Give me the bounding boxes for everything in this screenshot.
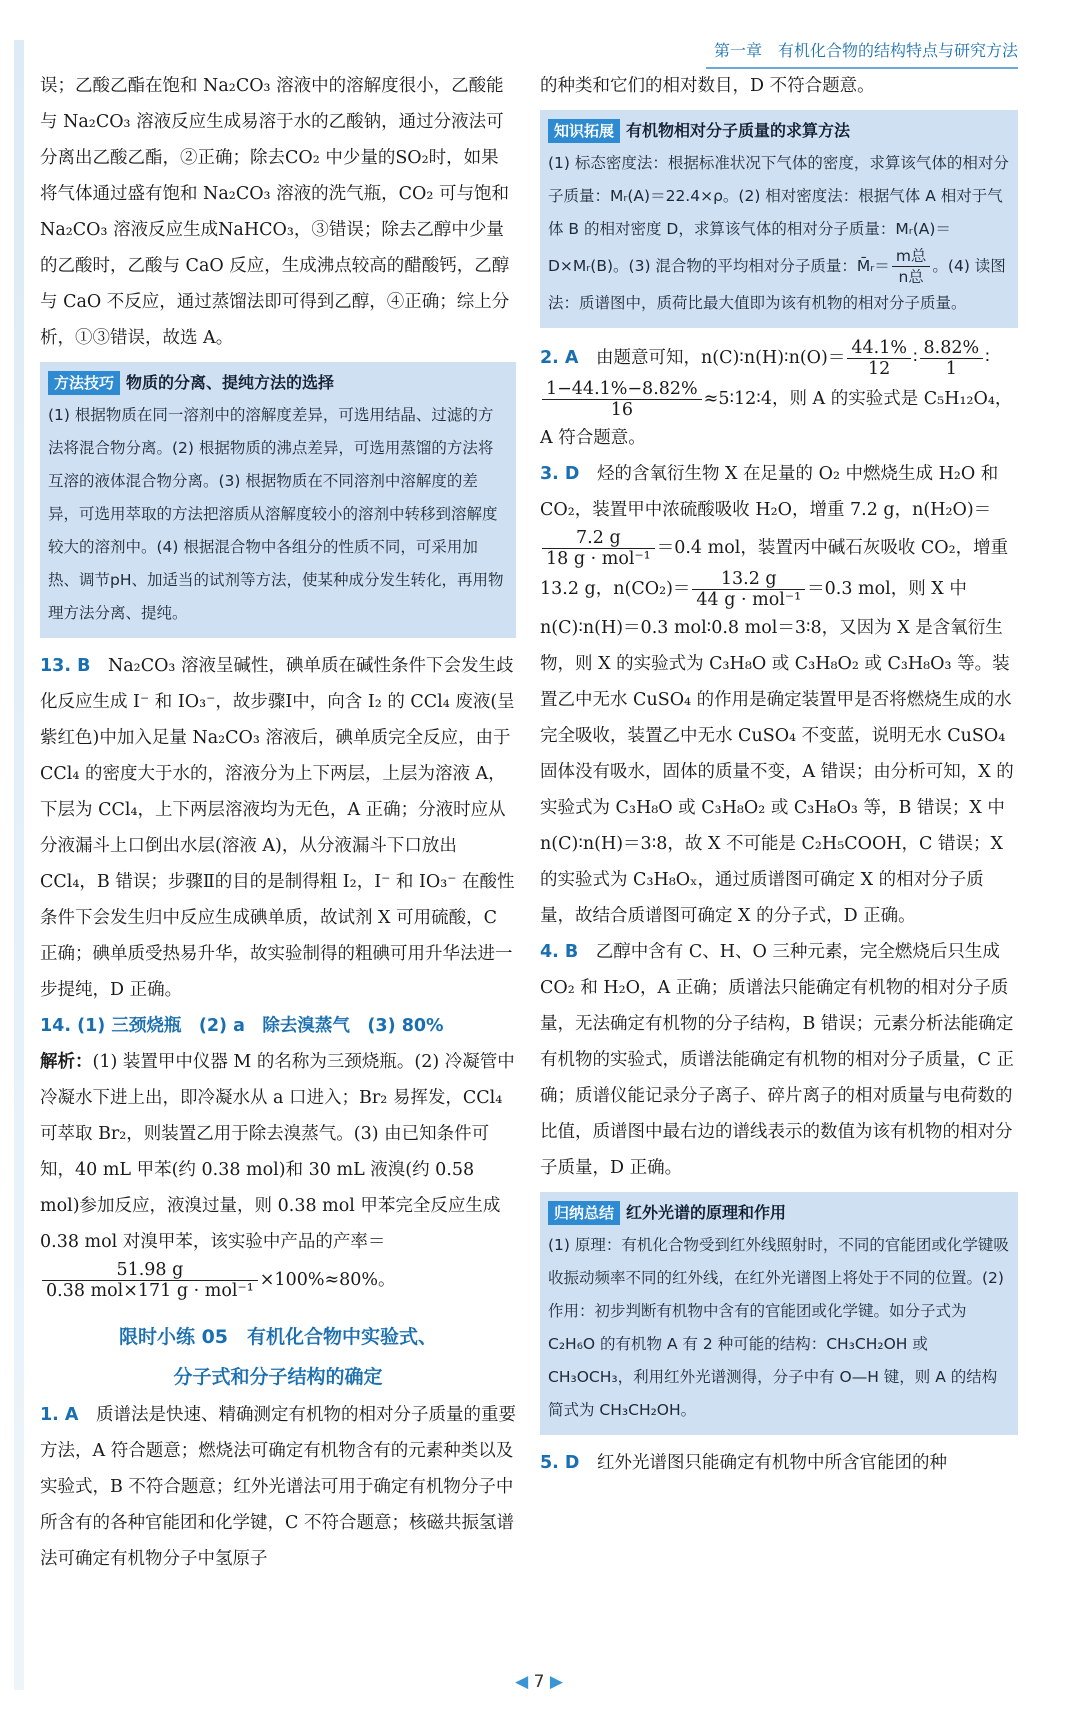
continuation-text: 的种类和它们的相对数目，D 不符合题意。: [540, 76, 875, 96]
analysis-14: [40, 1044, 516, 1301]
fraction-tail: ×100%≈80%。: [259, 1270, 396, 1290]
answer-label: 4. B: [540, 942, 579, 962]
answer-label: 5. D: [540, 1453, 580, 1473]
answer-4: [540, 934, 1018, 1186]
answer-3: [540, 456, 1018, 934]
fraction-numerator: 7.2 g: [542, 528, 655, 549]
tip-box-method: [40, 362, 516, 638]
tip-title: 物质的分离、提纯方法的选择: [126, 373, 335, 392]
fraction-c: [847, 338, 911, 379]
fraction-numerator: 44.1%: [847, 338, 911, 359]
answer-text: 质谱法是快速、精确测定有机物的相对分子质量的重要方法，A 符合题意；燃烧法可确定有机物含有的元素种类以及实验式，B 不符合题意；红外光谱法可用于确定有机物分子中所含有的各种官能团和化学键，C 不符合题意；核磁共振氢谱法可确定有机物分子中氢原子: [40, 1405, 516, 1569]
answer-text: ＝0.3 mol，则 X 中n(C)∶n(H)＝0.3 mol∶0.8 mol＝3∶8，又因为 X 是含氧衍生物，则 X 的实验式为 C₃H₈O 或 C₃H₈O₂ 或 C₃H₈O₃ 等。装置乙中无水 CuSO₄ 的作用是确定装置甲是否将燃烧生成的水完全吸收，装置乙中无水 CuSO₄ 不变蓝，说明无水 CuSO₄ 固体没有吸水，固体的质量不变，A 错误；由分析可知，X 的实验式为 C₃H₈O 或 C₃H₈O₂ 或 C₃H₈O₃ 等，B 错误；X 中 n(C)∶n(H)＝3∶8，故 X 不可能是 C₂H₅COOH，C 错误；X 的实验式为 C₃H₈Oₓ，通过质谱图可确定 X 的相对分子质量，故结合质谱图可确定 X 的分子式，D 正确。: [540, 579, 1014, 926]
answer-5: [540, 1445, 1018, 1481]
analysis-label: 解析：: [40, 1052, 93, 1072]
tip-box-summary: [540, 1192, 1018, 1435]
answer-text: 乙醇中含有 C、H、O 三种元素，完全燃烧后只生成 CO₂ 和 H₂O，A 正确；质谱法只能确定有机物的相对分子质量，无法确定有机物的分子结构，B 错误；元素分析法能确定有机物的实验式，质谱法能确定有机物的相对分子质量，C 正确；质谱仪能记录分子离子、碎片离子的相对质量与电荷数的比值，质谱图中最右边的谱线表示的数值为该有机物的相对分子质量，D 正确。: [540, 942, 1014, 1178]
tip-body-part: 。(4) 读图法：质谱图中，质荷比最大值即为该有机物的相对分子质量。: [548, 257, 1006, 312]
left-column: [40, 68, 516, 1577]
tip-body: (1) 原理：有机化合物受到红外线照射时，不同的官能团或化学键吸收振动频率不同的红外线，在红外光谱图上将处于不同的位置。(2) 作用：初步判断有机物中含有的官能团或化学键。如分子式为 C₂H₆O 的有机物 A 有 2 种可能的结构：CH₃CH₂OH 或 CH₃OCH₃，利用红外光谱测得，分子中有 O—H 键，则 A 的结构简式为 CH₃CH₂OH。: [548, 1236, 1009, 1419]
ratio-separator: ∶: [985, 348, 990, 368]
tip-box-header: [548, 1196, 1010, 1229]
fraction-o: [542, 379, 702, 420]
fraction-denominator: 12: [868, 359, 891, 379]
fraction-numerator: 13.2 g: [692, 569, 805, 590]
intro-paragraph: 误；乙酸乙酯在饱和 Na₂CO₃ 溶液中的溶解度很小，乙酸能与 Na₂CO₃ 溶液反应生成易溶于水的乙酸钠，通过分液法可分离出乙酸乙酯，②正确；除去CO₂ 中少量的SO₂时，如果将气体通过盛有饱和 Na₂CO₃ 溶液的洗气瓶，CO₂ 可与饱和 Na₂CO₃ 溶液反应生成NaHCO₃，③错误；除去乙醇中少量的乙酸时，乙酸与 CaO 反应，生成沸点较高的醋酸钙，乙醇与 CaO 不反应，通过蒸馏法即可得到乙醇，④正确；综上分析，①③错误，故选 A。: [40, 76, 510, 348]
answer-13: [40, 648, 516, 1008]
tip-body-part: (1) 标态密度法：根据标准状况下气体的密度，求算该气体的相对分子质量：Mᵣ(A)＝22.4×ρ。(2) 相对密度法：根据气体 A 相对于气体 B 的相对密度 D，求算该气体的相对分子质量：Mᵣ(A)＝D×Mᵣ(B)。(3) 混合物的平均相对分子质量：M̄ᵣ＝: [548, 154, 1009, 275]
fraction-water: [542, 528, 655, 569]
answer-text: 烃的含氧衍生物 X 在足量的 O₂ 中燃烧生成 H₂O 和 CO₂，装置甲中浓硫酸吸收 H₂O，增重 7.2 g，n(H₂O)＝: [540, 464, 999, 520]
ratio-separator: ∶: [912, 348, 918, 368]
fraction-denominator: 44 g · mol⁻¹: [696, 590, 802, 610]
fraction-denominator: n总: [898, 268, 924, 286]
tip-title: 有机物相对分子质量的求算方法: [626, 121, 851, 140]
tip-box-knowledge: [540, 110, 1018, 328]
fraction-denominator: 18 g · mol⁻¹: [546, 549, 651, 569]
tip-tag: 知识拓展: [548, 119, 620, 143]
answer-text: 红外光谱图只能确定有机物中所含官能团的种: [596, 1453, 947, 1473]
answer-text: Na₂CO₃ 溶液呈碱性，碘单质在碱性条件下会发生歧化反应生成 I⁻ 和 IO₃⁻，故步骤Ⅰ中，向含 I₂ 的 CCl₄ 废液(呈紫红色)中加入足量 Na₂CO₃ 溶液后，碘单质完全反应，由于 CCl₄ 的密度大于水的，溶液分为上下两层，上层为溶液 A，下层为 CCl₄，上下两层溶液均为无色，A 正确；分液时应从分液漏斗上口倒出水层(溶液 A)，从分液漏斗下口放出 CCl₄，B 错误；步骤Ⅱ的目的是制得粗 I₂，I⁻ 和 IO₃⁻ 在酸性条件下会发生归中反应生成碘单质，故试剂 X 可用硫酸，C 正确；碘单质受热易升华，故实验制得的粗碘可用升华法进一步提纯，D 正确。: [40, 656, 515, 1000]
fraction-co2: [692, 569, 805, 610]
section-title-line1: 限时小练 05 有机化合物中实验式、: [118, 1326, 438, 1348]
answer-text: 由题意可知，n(C)∶n(H)∶n(O)＝: [595, 348, 846, 368]
answer-label: 1. A: [40, 1405, 79, 1425]
fraction-numerator: 51.98 g: [42, 1260, 258, 1281]
tip-box-header: [548, 114, 1010, 147]
margin-bar: [14, 40, 24, 1690]
answer-1: [40, 1397, 516, 1577]
fraction-h: [920, 338, 984, 379]
tip-box-header: [48, 366, 508, 399]
analysis-text: (1) 装置甲中仪器 M 的名称为三颈烧瓶。(2) 冷凝管中冷凝水下进上出，即冷凝水从 a 口进入；Br₂ 易挥发，CCl₄ 可萃取 Br₂，则装置乙用于除去溴蒸气。(3) 由已知条件可知，40 mL 甲苯(约 0.38 mol)和 30 mL 液溴(约 0.58 mol)参加反应，液溴过量，则 0.38 mol 甲苯完全反应生成 0.38 mol 对溴甲苯，该实验中产品的产率＝: [40, 1052, 515, 1252]
right-column: [540, 68, 1018, 1481]
page-left-arrow-icon: ◀: [515, 1672, 529, 1692]
page-number: [0, 1672, 1078, 1692]
page-right-arrow-icon: ▶: [549, 1672, 563, 1692]
answer-2: [540, 338, 1018, 456]
answer-text: ＝0.4 mol，装置丙中碱石灰吸收 CO₂，增重 13.2 g，n(CO₂)＝: [540, 538, 1009, 599]
mean-mass-fraction: [892, 246, 931, 287]
fraction-numerator: 8.82%: [920, 338, 984, 359]
page-number-text: 7: [533, 1672, 545, 1692]
answer-text: ≈5∶12∶4，则 A 的实验式是 C₅H₁₂O₄，A 符合题意。: [540, 389, 1013, 448]
fraction-denominator: 1: [945, 359, 957, 379]
section-title-line2: 分子式和分子结构的确定: [173, 1366, 383, 1388]
tip-body: (1) 根据物质在同一溶剂中的溶解度差异，可选用结晶、过滤的方法将混合物分离。(2) 根据物质的沸点差异，可选用蒸馏的方法将互溶的液体混合物分离。(3) 根据物质在不同溶剂中溶解度的差异，可选用萃取的方法把溶质从溶解度较小的溶剂中转移到溶解度较大的溶剂中。(4) 根据混合物中各组分的性质不同，可采用加热、调节pH、加适当的试剂等方法，使某种成分发生转化，再用物理方法分离、提纯。: [48, 406, 504, 622]
tip-body: [548, 147, 1010, 320]
fraction-numerator: 1−44.1%−8.82%: [542, 379, 702, 400]
fraction-numerator: m总: [892, 246, 931, 267]
answer-14: 14. (1) 三颈烧瓶 (2) a 除去溴蒸气 (3) 80%: [40, 1016, 444, 1036]
answer-label: 3. D: [540, 464, 580, 484]
fraction-denominator: 16: [610, 400, 633, 420]
fraction-denominator: 0.38 mol×171 g · mol⁻¹: [46, 1281, 254, 1301]
answer-label: 13. B: [40, 656, 91, 676]
yield-fraction: [42, 1260, 258, 1301]
tip-tag: 方法技巧: [48, 371, 120, 395]
tip-title: 红外光谱的原理和作用: [626, 1203, 787, 1222]
chapter-header: 第一章 有机化合物的结构特点与研究方法: [706, 38, 1018, 69]
tip-tag: 归纳总结: [548, 1201, 620, 1225]
answer-label: 2. A: [540, 348, 579, 368]
